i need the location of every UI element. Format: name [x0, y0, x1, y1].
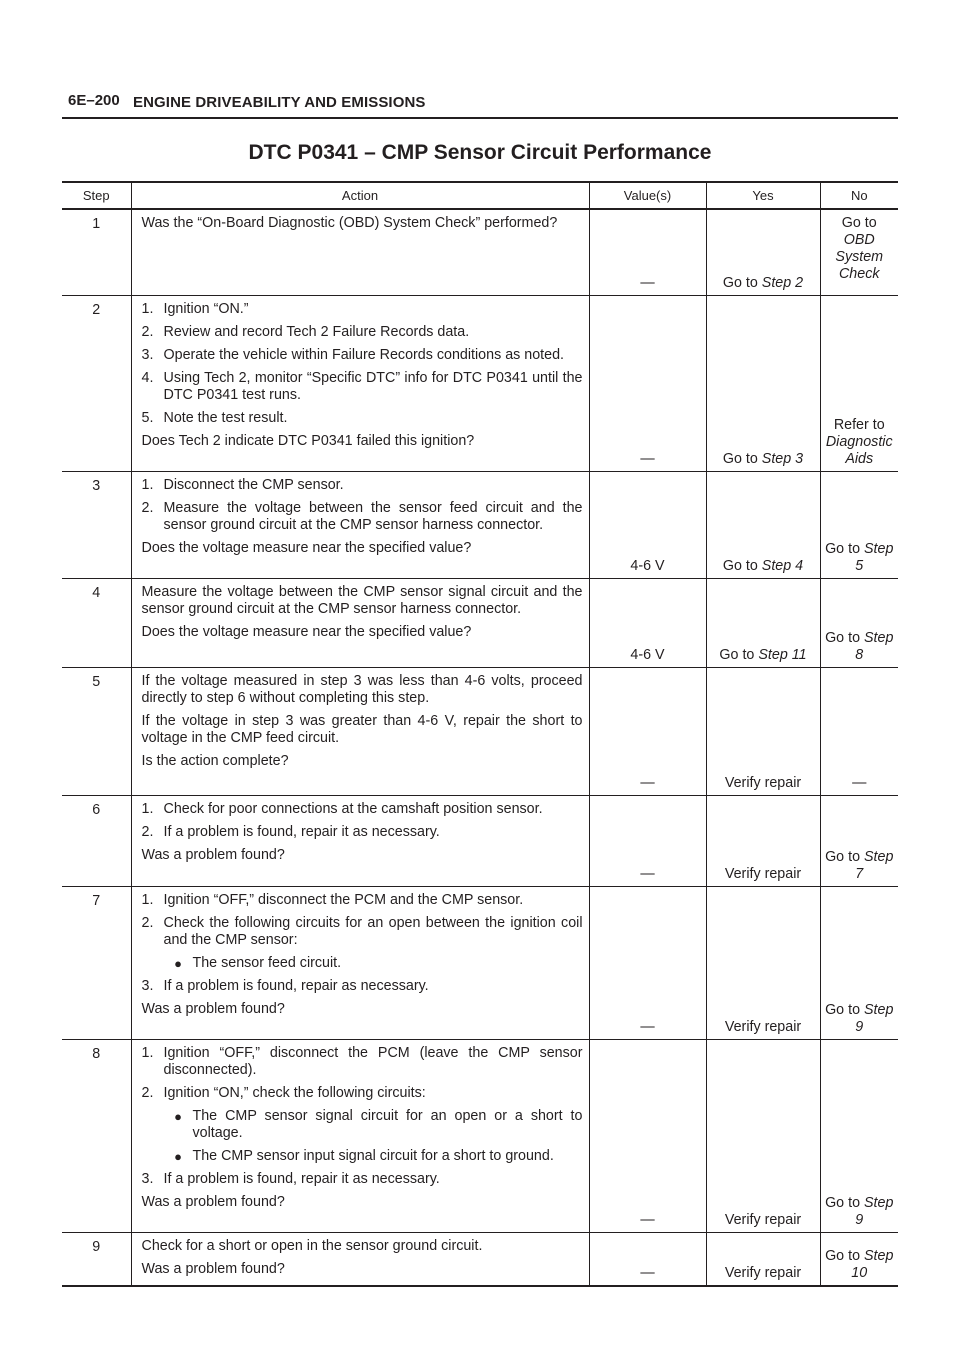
bullet-item: ● The CMP sensor input signal circuit for a short to ground. [164, 1148, 583, 1165]
step-question: Was a problem found? [141, 1193, 285, 1210]
header-yes: Yes [706, 182, 820, 209]
value-cell: — [589, 795, 706, 886]
step-reference: Step 4 [761, 557, 804, 574]
header-action: Action [131, 182, 589, 209]
diagnostic-table [62, 181, 898, 1287]
yes-cell: Verify repair [706, 886, 820, 1039]
step-number: 8 [62, 1039, 131, 1232]
value-cell: 4-6 V [589, 578, 706, 667]
table-row [62, 578, 898, 667]
yes-cell: Go to Step 3 [706, 295, 820, 471]
value-cell: — [589, 1232, 706, 1286]
step-number: 6 [62, 795, 131, 886]
table-row [62, 209, 898, 295]
numbered-item: 2. Ignition “ON,” check the following circuits: [141, 1084, 426, 1101]
yes-cell: Verify repair [706, 795, 820, 886]
step-question: Does the voltage measure near the specified value? [141, 539, 472, 556]
header-step: Step [62, 182, 131, 209]
table-row [62, 1039, 898, 1232]
value-cell: — [589, 1039, 706, 1232]
action-cell [131, 578, 589, 667]
no-cell: Go to Step 9 [820, 886, 898, 1039]
no-cell: Go to OBD System Check [820, 209, 898, 295]
numbered-item: 4. Using Tech 2, monitor “Specific DTC” info for DTC P0341 until the DTC P0341 test runs. [141, 369, 583, 403]
step-instruction: Check for a short or open in the sensor ground circuit. [141, 1237, 483, 1254]
step-number: 5 [62, 667, 131, 795]
value-cell: 4-6 V [589, 471, 706, 578]
action-cell [131, 1039, 589, 1232]
bullet-icon: ● [174, 1108, 182, 1124]
step-question: Was a problem found? [141, 1000, 285, 1017]
step-question: Does Tech 2 indicate DTC P0341 failed this ignition? [141, 432, 475, 449]
step-reference: Step 9 [855, 1001, 894, 1035]
numbered-item: 3. Operate the vehicle within Failure Records conditions as noted. [141, 346, 565, 363]
header-no: No [820, 182, 898, 209]
step-number: 3 [62, 471, 131, 578]
section-title: ENGINE DRIVEABILITY AND EMISSIONS [133, 94, 426, 111]
table-row [62, 1232, 898, 1286]
step-number: 7 [62, 886, 131, 1039]
yes-cell: Go to Step 2 [706, 209, 820, 295]
numbered-item: 2. If a problem is found, repair it as necessary. [141, 823, 440, 840]
step-question: Does the voltage measure near the specified value? [141, 623, 472, 640]
no-cell: Refer to Diagnostic Aids [820, 295, 898, 471]
action-cell [131, 1232, 589, 1286]
page-header [62, 89, 898, 119]
bullet-item: ● The CMP sensor signal circuit for an open or a short to voltage. [164, 1108, 583, 1142]
step-reference: Step 9 [855, 1194, 894, 1228]
table-header-row [62, 182, 898, 209]
yes-cell: Go to Step 11 [706, 578, 820, 667]
value-cell: — [589, 209, 706, 295]
numbered-item: 3. If a problem is found, repair it as necessary. [141, 1170, 440, 1187]
page-number: 6E–200 [68, 92, 120, 109]
action-cell [131, 795, 589, 886]
numbered-item: 2. Measure the voltage between the sensor feed circuit and the sensor ground circuit at the CMP sensor harness connector. [141, 499, 583, 533]
numbered-item: 2. Check the following circuits for an open between the ignition coil and the CMP sensor: [141, 914, 583, 948]
step-reference: Step 3 [761, 450, 804, 467]
step-number: 9 [62, 1232, 131, 1286]
step-number: 1 [62, 209, 131, 295]
table-row [62, 471, 898, 578]
bullet-icon: ● [174, 955, 182, 971]
no-cell: Go to Step 10 [820, 1232, 898, 1286]
yes-cell: Verify repair [706, 1039, 820, 1232]
numbered-item: 2. Review and record Tech 2 Failure Records data. [141, 323, 470, 340]
value-cell: — [589, 295, 706, 471]
yes-cell: Go to Step 4 [706, 471, 820, 578]
table-row [62, 886, 898, 1039]
step-reference: Step 2 [761, 274, 804, 291]
no-cell: Go to Step 7 [820, 795, 898, 886]
step-reference: Step 8 [855, 629, 894, 663]
procedure-reference: Diagnostic Aids [825, 433, 893, 467]
step-instruction: If the voltage measured in step 3 was less than 4-6 volts, proceed directly to step 6 without completing this step. [141, 672, 583, 706]
numbered-item: 1. Ignition “ON.” [141, 300, 249, 317]
numbered-item: 1. Ignition “OFF,” disconnect the PCM and the CMP sensor. [141, 891, 524, 908]
yes-cell: Verify repair [706, 1232, 820, 1286]
step-reference: Step 10 [851, 1248, 894, 1281]
action-cell [131, 209, 589, 295]
numbered-item: 1. Ignition “OFF,” disconnect the PCM (leave the CMP sensor disconnected). [141, 1044, 583, 1078]
action-cell [131, 886, 589, 1039]
no-cell: Go to Step 9 [820, 1039, 898, 1232]
bullet-item: ● The sensor feed circuit. [164, 955, 583, 972]
procedure-title: DTC P0341 – CMP Sensor Circuit Performance [248, 141, 712, 164]
step-question: Is the action complete? [141, 752, 289, 769]
step-question: Was the “On-Board Diagnostic (OBD) System Check” performed? [141, 215, 558, 231]
numbered-item: 3. If a problem is found, repair as necessary. [141, 977, 429, 994]
yes-cell: Verify repair [706, 667, 820, 795]
step-reference: Step 11 [758, 646, 807, 663]
no-cell: — [820, 667, 898, 795]
numbered-item: 1. Check for poor connections at the camshaft position sensor. [141, 800, 543, 817]
step-question: Was a problem found? [141, 846, 285, 863]
action-cell [131, 295, 589, 471]
numbered-item: 1. Disconnect the CMP sensor. [141, 476, 344, 493]
procedure-reference: OBD System Check [835, 232, 884, 282]
step-instruction: Measure the voltage between the CMP sensor signal circuit and the sensor ground circuit at the CMP sensor harness connector. [141, 583, 583, 617]
header-values: Value(s) [589, 182, 706, 209]
value-cell: — [589, 886, 706, 1039]
step-number: 2 [62, 295, 131, 471]
value-cell: — [589, 667, 706, 795]
step-question: Was a problem found? [141, 1260, 285, 1277]
step-reference: Step 5 [855, 540, 894, 574]
table-row [62, 795, 898, 886]
step-instruction: If the voltage in step 3 was greater than 4-6 V, repair the short to voltage in the CMP feed circuit. [141, 712, 583, 746]
bullet-icon: ● [174, 1148, 182, 1164]
step-reference: Step 7 [855, 848, 894, 882]
table-row [62, 667, 898, 795]
no-cell: Go to Step 5 [820, 471, 898, 578]
step-number: 4 [62, 578, 131, 667]
no-cell: Go to Step 8 [820, 578, 898, 667]
table-row [62, 295, 898, 471]
action-cell [131, 471, 589, 578]
numbered-item: 5. Note the test result. [141, 409, 288, 426]
action-cell [131, 667, 589, 795]
